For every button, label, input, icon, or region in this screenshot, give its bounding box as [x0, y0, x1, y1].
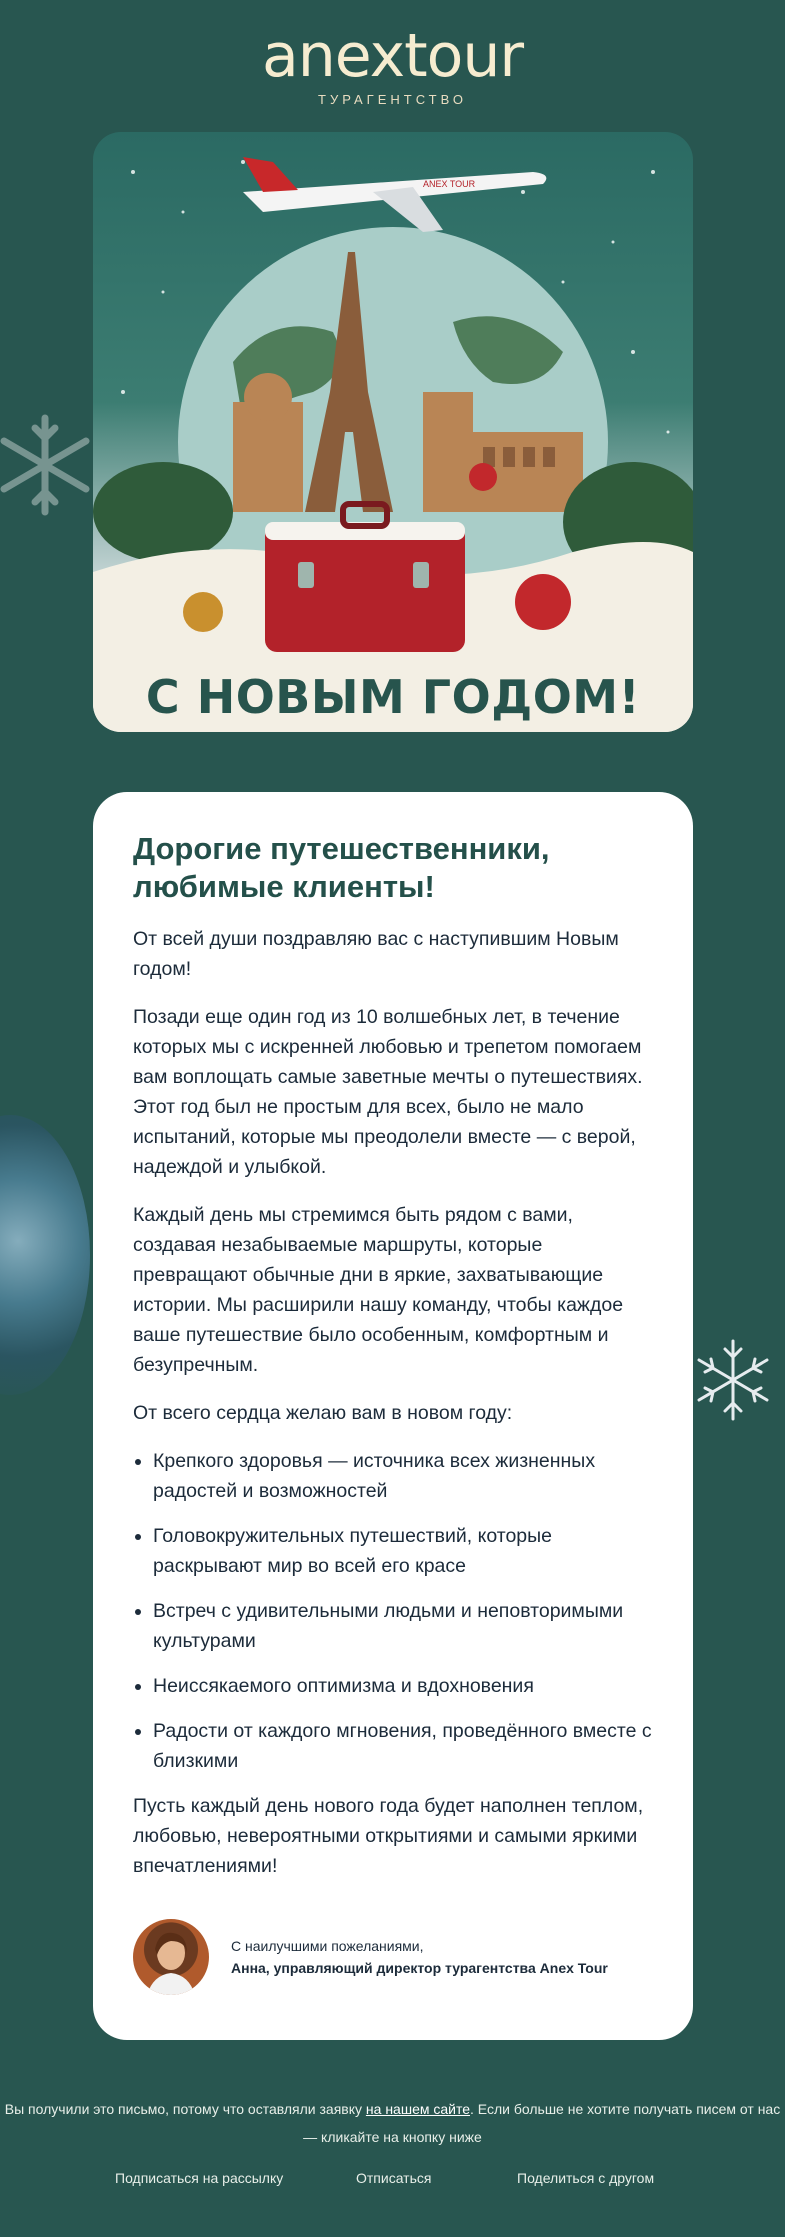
- wish-item: • Крепкого здоровья — источника всех жизненных радостей и возможностей: [153, 1446, 653, 1506]
- letter-paragraph: От всего сердца желаю вам в новом году:: [133, 1402, 513, 1424]
- hero-banner: [93, 132, 693, 732]
- wish-item: • Встреч с удивительными людьми и неповторимыми культурами: [153, 1596, 653, 1656]
- ornament-gold-icon: [183, 592, 223, 632]
- snowflake-left-icon: [0, 410, 100, 520]
- footer-notice-text: . Если больше не хотите получать писем от нас — кликайте на кнопку ниже: [303, 2101, 781, 2145]
- brand-tagline: ТУРАГЕНТСТВО: [318, 92, 467, 107]
- brand-header: [0, 21, 785, 107]
- ornament-ball-decoration: [0, 1115, 90, 1395]
- suitcase-icon: [265, 504, 465, 652]
- brand-logo[interactable]: anextour: [261, 21, 524, 91]
- letter-paragraph: Каждый день мы стремимся быть рядом с вами, создавая незабываемые маршруты, которые превращают обычные дни в яркие, захватывающие истории. Мы расширили нашу команду, чтобы каждое ваше путешествие было особенным, комфортным и безупречным.: [133, 1204, 624, 1376]
- share-link[interactable]: Поделиться с другом: [517, 2170, 655, 2186]
- letter-closing: Пусть каждый день нового года будет наполнен теплом, любовью, невероятными открытиями и самыми яркими впечатлениями!: [133, 1795, 644, 1877]
- svg-text:ANEX TOUR: ANEX TOUR: [423, 179, 476, 189]
- wishes-list: [133, 1446, 653, 1776]
- subscribe-link[interactable]: Подписаться на рассылку: [115, 2170, 284, 2186]
- signature-block: [133, 1919, 608, 1995]
- snowflake-right-icon: [688, 1335, 778, 1425]
- letter-title: Дорогие путешественники, любимые клиенты!: [133, 831, 550, 904]
- wish-item: • Радости от каждого мгновения, проведённого вместе с близкими: [153, 1716, 653, 1776]
- wish-item: • Неиссякаемого оптимизма и вдохновения: [153, 1671, 653, 1701]
- unsubscribe-link[interactable]: Отписаться: [356, 2170, 432, 2186]
- letter-paragraph: Позади еще один год из 10 волшебных лет, в течение которых мы с искренней любовью и трепетом помогаем вам воплощать самые заветные мечты о путешествиях. Этот год был не простым для всех, было не мало испытаний, которые мы преодолели вместе — с верой, надеждой и улыбкой.: [133, 1006, 643, 1178]
- avatar: [133, 1919, 209, 1995]
- site-link[interactable]: на нашем сайте: [365, 2101, 471, 2117]
- letter-card: [93, 792, 693, 2040]
- hero-greeting: С НОВЫМ ГОДОМ!: [145, 670, 641, 724]
- footer-notice-text: Вы получили это письмо, потому что оставляли заявку: [4, 2101, 366, 2117]
- signature-greeting: С наилучшими пожеланиями,: [231, 1938, 424, 1954]
- hero-illustration: [93, 132, 693, 732]
- wish-item: • Головокружительных путешествий, которые раскрывают мир во всей его красе: [153, 1521, 653, 1581]
- ornament-red-icon: [515, 574, 571, 630]
- signature-name: Анна, управляющий директор турагентства Anex Tour: [231, 1960, 608, 1976]
- letter-paragraph: От всей души поздравляю вас с наступившим Новым годом!: [133, 928, 619, 980]
- footer-notice: [0, 2095, 785, 2151]
- airplane-icon: [243, 157, 546, 232]
